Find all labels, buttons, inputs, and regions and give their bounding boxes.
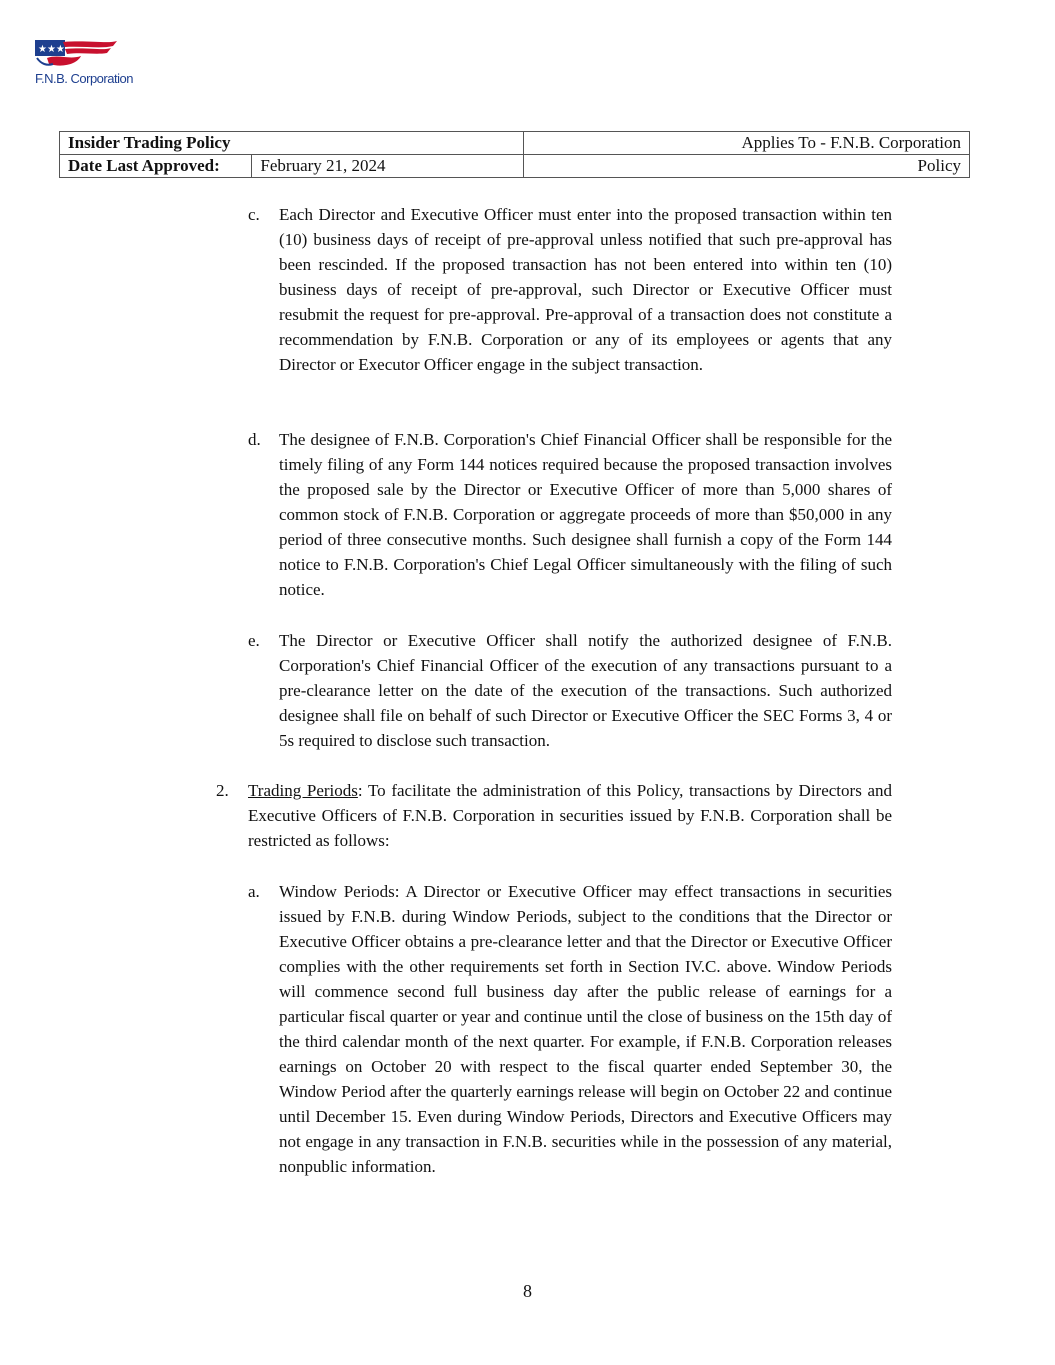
item-c-label: c. [248, 205, 260, 224]
policy-header-table [59, 131, 970, 178]
applies-to: Applies To - F.N.B. Corporation [524, 132, 970, 155]
page-number: 8 [523, 1281, 532, 1301]
item-a-label: a. [248, 882, 260, 901]
svg-text:★★★: ★★★ [38, 44, 65, 55]
logo-text: F.N.B. Corporation [35, 71, 133, 86]
policy-title: Insider Trading Policy [60, 132, 524, 155]
item-e-label: e. [248, 631, 260, 650]
item-2-paragraph [248, 778, 892, 853]
item-2-text: : To facilitate the administration of this Policy, transactions by Directors and Executive Officers of F.N.B. Corporation in securities issued by F.N.B. Corporation shall be restricted as follows: [248, 781, 893, 850]
date-label: Date Last Approved: [60, 155, 252, 178]
item-e-text: The Director or Executive Officer shall notify the authorized designee of F.N.B. Corporation's Chief Financial Officer of the execution of any transactions pursuant to a pre-clearance letter on the date of the execution of the transactions. Such authorized designee shall file on behalf of such Director or Executive Officer the SEC Forms 3, 4 or 5s required to disclose such transaction. [279, 631, 892, 750]
item-d-text: The designee of F.N.B. Corporation's Chief Financial Officer shall be responsible for the timely filing of any Form 144 notices required because the proposed transaction involves the proposed sale by the Director or Executive Officer of more than 5,000 shares of common stock of F.N.B. Corporation or aggregate proceeds of more than $50,000 in any period of three consecutive months. Such designee shall furnish a copy of the Form 144 notice to F.N.B. Corporation's Chief Legal Officer simultaneously with the filing of such notice. [279, 430, 892, 599]
item-a-text: Window Periods: A Director or Executive Officer may effect transactions in securities issued by F.N.B. during Window Periods, subject to the conditions that the Director or Executive Officer obtains a pre-clearance letter and that the Director or Executive Officer complies with the other requirements set forth in Section IV.C. above. Window Periods will commence second full business day after the public release of earnings for a particular fiscal quarter or year and continue until the close of business on the 15th day of the third calendar month of the next quarter. For example, if F.N.B. Corporation releases earnings on October 20 with respect to the fiscal quarter ended September 30, the Window Period after the quarterly earnings release will begin on October 22 and continue until December 15. Even during Window Periods, Directors and Executive Officers may not engage in any transaction in F.N.B. securities while in the possession of any material, nonpublic information. [279, 882, 892, 1176]
item-d-label: d. [248, 430, 261, 449]
item-2-label: 2. [216, 781, 229, 800]
date-value: February 21, 2024 [252, 155, 524, 178]
item-c-text: Each Director and Executive Officer must enter into the proposed transaction within ten (10) business days of receipt of pre-approval unless notified that such pre-approval has been rescinded. If the proposed transaction has not been entered into within ten (10) business days of receipt of pre-approval, such Director or Executive Officer must resubmit the request for pre-approval. Pre-approval of a transaction does not constitute a recommendation by F.N.B. Corporation or any of its employees or agents that any Director or Executor Officer engage in the subject transaction. [279, 205, 892, 374]
trading-periods-heading: Trading Periods [248, 781, 358, 800]
policy-type: Policy [524, 155, 970, 178]
